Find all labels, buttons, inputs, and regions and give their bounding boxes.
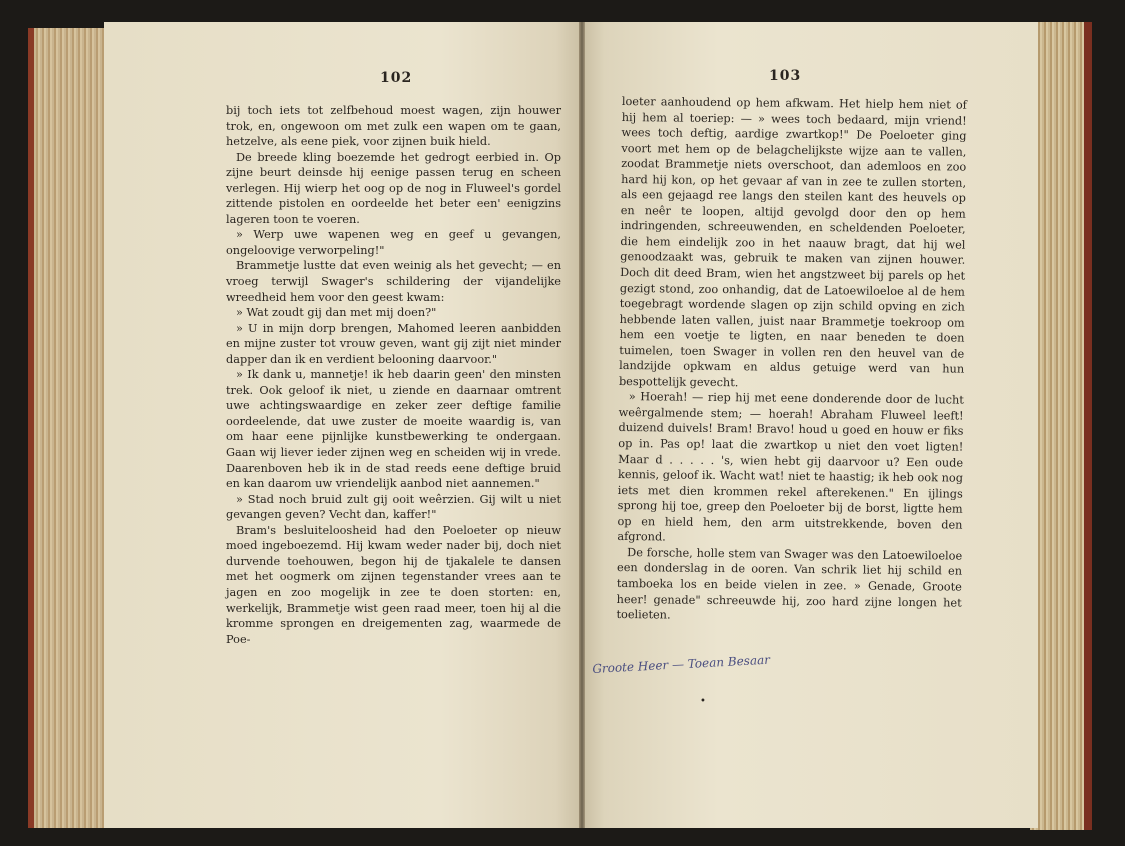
paragraph: » Stad noch bruid zult gij ooit weêrzien. Gij wilt u niet gevangen geven? Vecht dan, kaffer!" <box>226 492 561 522</box>
paragraph: » Hoerah! — riep hij met eene donderende door de lucht weêrgalmende stem; — hoerah! Abraham Fluweel leeft! duizend duivels! Bram! Bravo! houd u goed en houw er fiks op in. Pas op! laat die zwartkop u niet den voet ligten! Maar d . . . . . 's, wien hebt gij daarvoor u? Een oude kennis, geloof ik. Wacht wat! niet te haastig; ik heb ook nog iets met dien krommen rekel afterekenen." En ijlings sprong hij toe, greep den Poeloeter bij de borst, ligtte hem op en hield hem, den arm uitstrekkende, boven den afgrond. <box>617 390 964 544</box>
right-page-text <box>616 94 967 626</box>
left-page-edges <box>28 28 110 828</box>
paragraph: Brammetje lustte dat even weinig als het gevecht; — en vroeg terwijl Swager's schildering der vijandelijke wreedheid hem voor den geest kwam: <box>226 259 561 304</box>
handwritten-annotation: Groote Heer — Toean Besaar <box>592 652 771 676</box>
right-page-edges <box>1030 22 1092 830</box>
paragraph: » Wat zoudt gij dan met mij doen?" <box>236 306 437 320</box>
paragraph: » Werp uwe wapenen weg en geef u gevangen, ongeloovige verworpeling!" <box>226 228 561 257</box>
paragraph: De breede kling boezemde het gedrogt eerbied in. Op zijne beurt deinsde hij eenige passen terug en scheen verlegen. Hij wierp het oog op de nog in Fluweel's gordel zittende pistolen en oordeelde het beter een' eenigzins lageren toon te voeren. <box>226 150 561 226</box>
paragraph: bij toch iets tot zelfbehoud moest wagen, zijn houwer trok, en, ongewoon om met zulk een wapen om te gaan, hetzelve, als eene piek, voor zijnen buik hield. <box>226 104 561 149</box>
left-page-number: 102 <box>380 70 413 86</box>
ink-dot: • <box>700 696 706 707</box>
book-gutter <box>579 22 585 828</box>
paragraph: » Ik dank u, mannetje! ik heb daarin geen' den minsten trek. Ook geloof ik niet, u ziende en daarnaar omtrent uwe achtingswaardige en zeker zeer deftige familie oordeelende, dat uwe zuster de moeite waardig is, van om haar eene pijnlijke kunstbewerking te ondergaan. Gaan wij liever ieder zijnen weg en scheiden wij in vrede. Daarenboven heb ik in de stad reeds eene deftige bruid en kan daarom uw vriendelijk aanbod niet aannemen." <box>226 368 561 491</box>
right-page-number: 103 <box>769 68 802 84</box>
paragraph: loeter aanhoudend op hem afkwam. Het hielp hem niet of hij hem al toeriep: — » wees toch bedaard, mijn vriend! wees toch deftig, aardige zwartkop!" De Poeloeter ging voort met hem op de belagchelijkste wijze aan te vallen, zoodat Brammetje niets overschoot, dan ademloos en zoo hard hij kon, op het gevaar af van in zee te zullen storten, als een gejaagd ree langs den steilen kant des heuvels op en neêr te loopen, altijd gevolgd door den op hem indringenden, schreeuwenden, en scheldenden Poeloeter, die hem eindelijk zoo in het naauw bragt, dat hij wel genoodzaakt was, gebruik te maken van zijnen houwer. Doch dit deed Bram, wien het angstzweet bij parels op het gezigt stond, zoo onhandig, dat de Latoewiloeloe al de hem toegebragt wordende slagen op zijn schild opving en zich hebbende laten vallen, juist naar Brammetje toekroop om hem een voetje te ligten, en naar beneden te doen tuimelen, toen Swager in vollen ren den heuvel van de landzijde opkwam en aldus getuige werd van hun bespottelijk gevecht. <box>618 94 967 390</box>
left-page-text <box>226 103 561 647</box>
paragraph: De forsche, holle stem van Swager was den Latoewiloeloe een donderslag in de ooren. Van schrik liet hij schild en tamboeka los en beide vielen in zee. » Genade, Groote heer! genade" schreeuwde hij, zoo hard zijne longen het toelieten. <box>616 545 963 622</box>
paragraph: Bram's besluiteloosheid had den Poeloeter op nieuw moed ingeboezemd. Hij kwam weder nader bij, doch niet durvende toehouwen, begon hij de tjakalele te dansen met het oogmerk om zijnen tegenstander vrees aan te jagen en zoo mogelijk in zee te doen storten: en, werkelijk, Brammetje wist geen raad meer, toen hij al die kromme sprongen en dreigementen zag, waarmede de Poe- <box>226 523 561 646</box>
paragraph: » U in mijn dorp brengen, Mahomed leeren aanbidden en mijne zuster tot vrouw geven, want gij zijt niet minder dapper dan ik en verdient belooning daarvoor." <box>226 321 561 366</box>
